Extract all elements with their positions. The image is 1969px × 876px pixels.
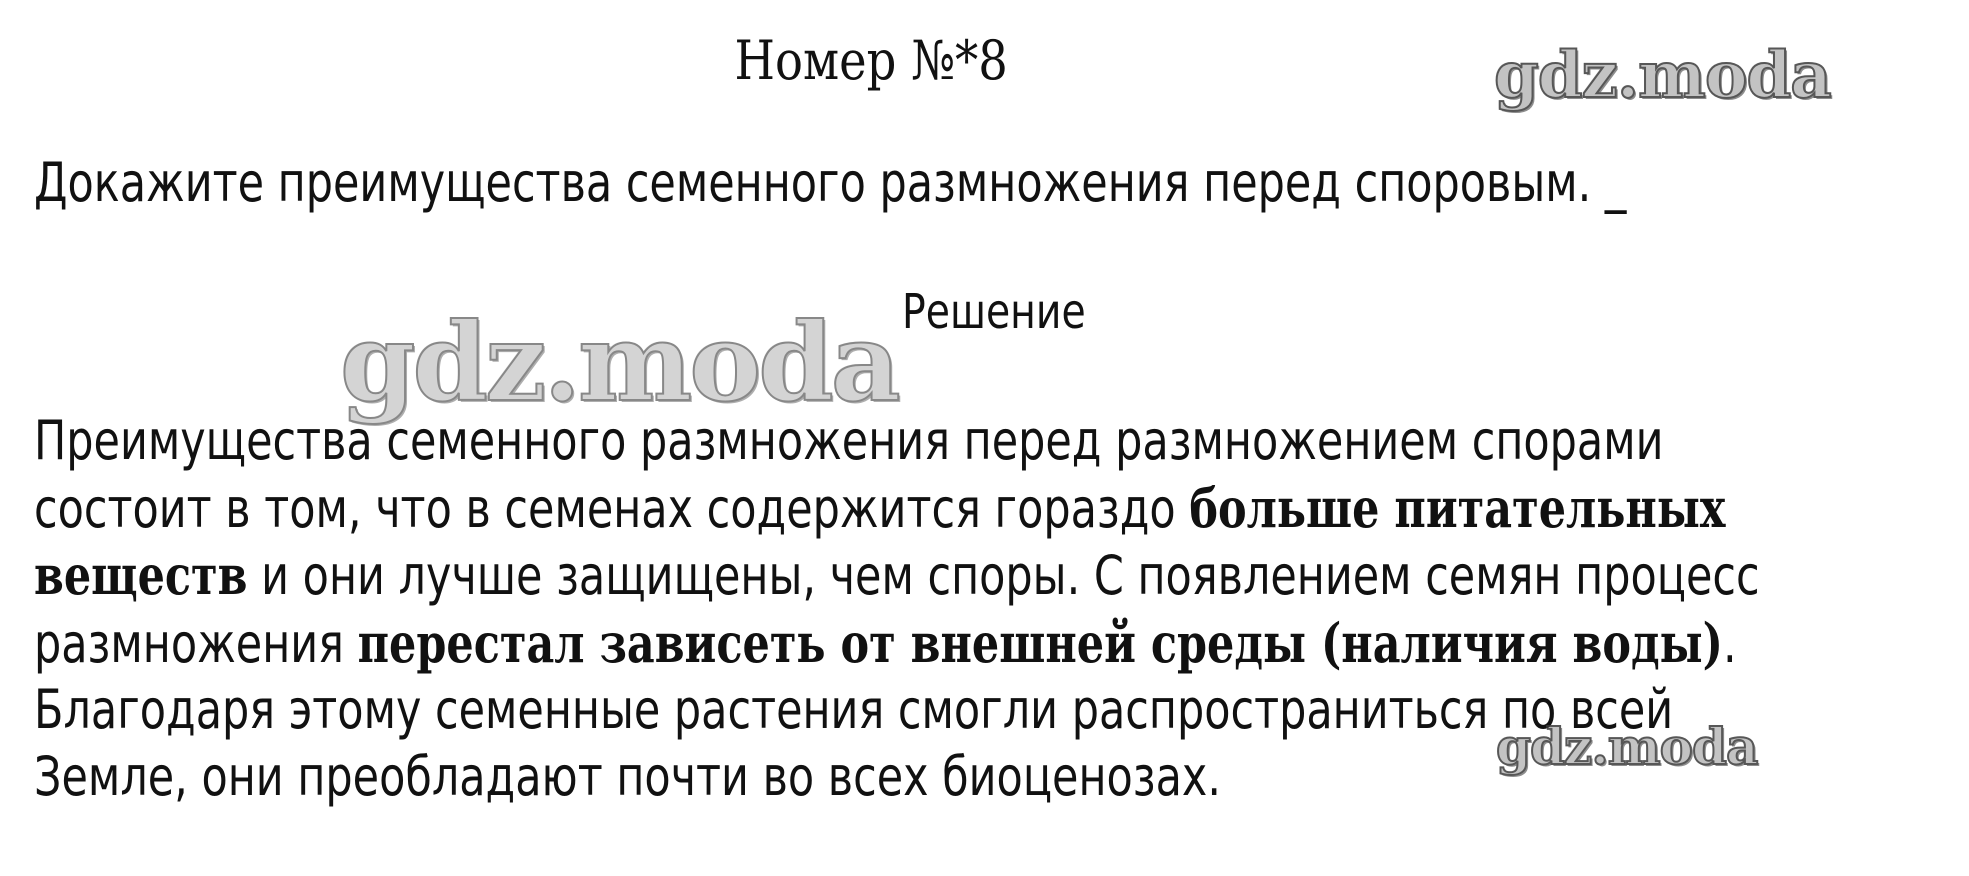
answer-text-span: Преимущества семенного размножения перед размножением спорами <box>34 409 1664 472</box>
watermark-logo: gdz.moda <box>340 300 898 426</box>
page-title: Номер №*8 <box>734 29 1008 92</box>
answer-line <box>34 542 1760 610</box>
answer-text-span: и они лучше защищены, чем споры. С появлением семян процесс <box>247 544 1760 607</box>
answer-text-span: состоит в том, что в семенах содержится гораздо <box>34 476 1190 540</box>
watermark-logo: gdz.moda <box>1494 38 1831 113</box>
answer-line <box>34 408 1760 475</box>
task-text: Докажите преимущества семенного размножения перед споровым. _ <box>34 151 1627 214</box>
answer-text-span: . <box>1722 611 1737 675</box>
answer-line <box>34 610 1760 678</box>
answer-bold-span: больше питательных <box>1189 475 1726 540</box>
answer-text-span: Земле, они преобладают почти во всех биоценозах. <box>34 744 1221 808</box>
solution-heading: Решение <box>902 284 1086 340</box>
answer-bold-span: перестал зависеть от внешней среды (наличия воды) <box>357 610 1723 675</box>
watermark-logo: gdz.moda <box>1496 717 1758 776</box>
answer-bold-span: веществ <box>34 543 248 607</box>
answer-text-span: Благодаря этому семенные растения смогли распространиться по всей <box>34 678 1674 741</box>
answer-line <box>34 744 1760 811</box>
answer-text <box>34 408 1760 810</box>
answer-line <box>34 475 1760 543</box>
answer-line <box>34 677 1760 744</box>
answer-text-span: размножения <box>34 611 358 675</box>
